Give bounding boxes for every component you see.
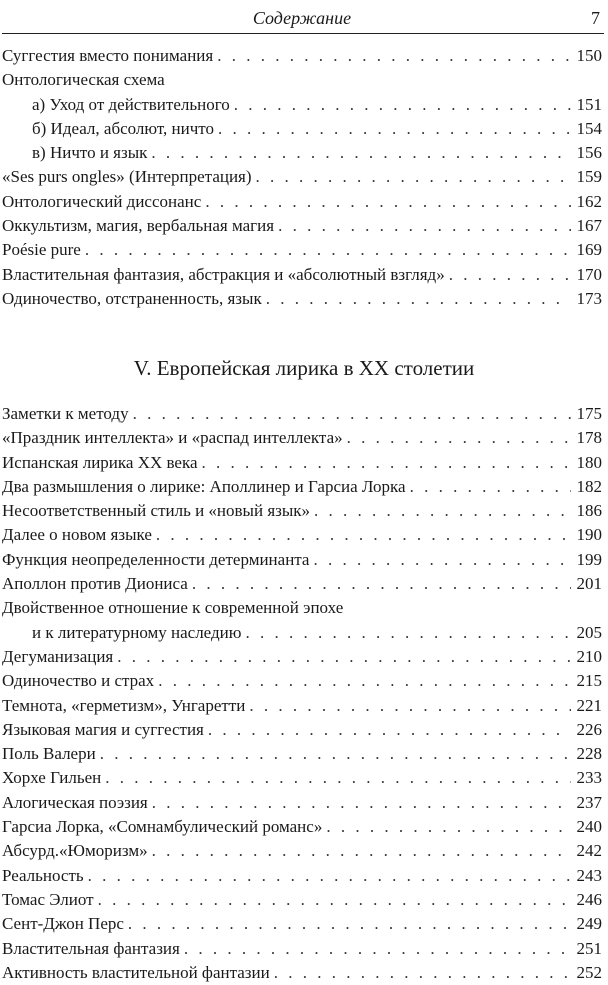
toc-entry <box>2 645 602 669</box>
toc-dot-leader <box>208 718 571 742</box>
toc-entry-page: 182 <box>576 476 602 496</box>
toc-entry-title: Алогическая поэзия <box>2 792 148 812</box>
toc-dot-leader <box>133 402 571 426</box>
toc-list-section <box>2 402 602 985</box>
toc-entry <box>2 791 602 815</box>
toc-dot-leader <box>249 694 570 718</box>
toc-entry-title: Онтологическая схема <box>2 70 165 90</box>
toc-entry-page: 169 <box>576 240 602 260</box>
toc-entry <box>2 426 602 450</box>
toc-entry-title: Поль Валери <box>2 744 96 764</box>
toc-entry-title: Два размышления о лирике: Аполлинер и Гарсиа Лорка <box>2 476 406 496</box>
toc-entry-page: 210 <box>576 646 602 666</box>
toc-dot-leader <box>205 190 570 214</box>
toc-entry-page: 246 <box>576 889 602 909</box>
page-number: 7 <box>591 8 600 28</box>
toc-dot-leader <box>156 523 571 547</box>
toc-entry-title: Властительная фантазия, абстракция и «абсолютный взгляд» <box>2 264 445 284</box>
toc-entry <box>2 523 602 547</box>
toc-entry-title: Активность властительной фантазии <box>2 962 270 982</box>
toc-entry-page: 151 <box>576 94 602 114</box>
toc-entry-title: Одиночество, отстраненность, язык <box>2 288 262 308</box>
toc-entry-page: 226 <box>576 719 602 739</box>
toc-dot-leader <box>347 426 571 450</box>
toc-entry-page: 173 <box>576 288 602 308</box>
toc-entry-page: 233 <box>576 768 602 788</box>
toc-entry <box>2 499 602 523</box>
toc-dot-leader <box>314 499 570 523</box>
toc-entry-page: 190 <box>576 525 602 545</box>
header-rule <box>2 33 604 34</box>
toc-dot-leader <box>217 44 570 68</box>
toc-entry <box>2 451 602 475</box>
toc-entry-title: в) Ничто и язык <box>32 143 148 163</box>
running-head <box>0 6 604 30</box>
toc-entry-page: 170 <box>576 264 602 284</box>
toc-entry-title: Испанская лирика XX века <box>2 452 198 472</box>
toc-entry-title: «Ses purs ongles» (Интерпретация) <box>2 167 252 187</box>
toc-entry <box>2 766 602 790</box>
toc-entry-title: Дегуманизация <box>2 646 114 666</box>
toc-entry-title: Суггестия вместо понимания <box>2 46 214 65</box>
toc-dot-leader <box>152 839 571 863</box>
toc-entry <box>2 669 602 693</box>
toc-entry <box>2 596 602 620</box>
toc-entry-page: 159 <box>576 167 602 187</box>
toc-dot-leader <box>326 815 570 839</box>
toc-entry-page: 242 <box>576 841 602 861</box>
toc-entry <box>2 864 602 888</box>
toc-dot-leader <box>274 961 571 985</box>
toc-entry-title: Несоответственный стиль и «новый язык» <box>2 501 311 521</box>
toc-dot-leader <box>105 766 570 790</box>
toc-entry <box>2 548 602 572</box>
toc-dot-leader <box>410 475 571 499</box>
toc-entry-page: 150 <box>576 46 602 65</box>
running-title: Содержание <box>252 8 352 28</box>
toc-entry <box>2 263 602 287</box>
toc-entry <box>2 190 602 214</box>
toc-entry-title: Темнота, «герметизм», Унгаретти <box>2 695 246 715</box>
toc-entry-page: 167 <box>576 216 602 236</box>
toc-entry-title: Poésie pure <box>2 240 81 260</box>
toc-dot-leader <box>245 621 570 645</box>
toc-dot-leader <box>192 572 571 596</box>
toc-dot-leader <box>117 645 570 669</box>
toc-entry-page: 201 <box>576 574 602 594</box>
toc-entry <box>2 93 602 117</box>
toc-entry-title: Реальность <box>2 865 84 885</box>
toc-entry-title: Аполлон против Диониса <box>2 574 188 594</box>
section-heading: V. Европейская лирика в XX столетии <box>133 356 475 380</box>
toc-entry <box>2 141 602 165</box>
toc-entry <box>2 475 602 499</box>
toc-entry-page: 237 <box>576 792 602 812</box>
toc-entry <box>2 44 602 68</box>
toc-entry <box>2 694 602 718</box>
toc-dot-leader <box>218 117 571 141</box>
toc-entry <box>2 912 602 936</box>
toc-entry-title: б) Идеал, абсолют, ничто <box>32 118 214 138</box>
toc-dot-leader <box>313 548 570 572</box>
toc-dot-leader <box>266 287 571 311</box>
toc-entry-title: Языковая магия и суггестия <box>2 719 204 739</box>
toc-entry-page: 215 <box>576 671 602 691</box>
toc-dot-leader <box>449 263 571 287</box>
toc-entry-title: Гарсиа Лорка, «Сомнамбулический романс» <box>2 817 323 837</box>
toc-entry-title: Оккультизм, магия, вербальная магия <box>2 216 275 236</box>
toc-entry-page: 228 <box>576 744 602 764</box>
toc-entry-title: Хорхе Гильен <box>2 768 102 788</box>
toc-entry <box>2 238 602 262</box>
toc-entry-title: Далее о новом языке <box>2 525 152 545</box>
toc-dot-leader <box>202 451 571 475</box>
toc-entry-page: 199 <box>576 549 602 569</box>
toc-entry-page: 162 <box>576 191 602 211</box>
toc-entry <box>2 165 602 189</box>
toc-dot-leader <box>98 888 571 912</box>
toc-dot-leader <box>85 238 571 262</box>
toc-entry <box>2 937 602 961</box>
toc-dot-leader <box>88 864 571 888</box>
toc-dot-leader <box>100 742 571 766</box>
toc-entry-page: 175 <box>576 404 602 423</box>
toc-entry-page: 186 <box>576 501 602 521</box>
toc-entry <box>2 68 602 92</box>
toc-entry-page: 243 <box>576 865 602 885</box>
toc-dot-leader <box>151 141 570 165</box>
toc-entry-page: 249 <box>576 914 602 934</box>
toc-entry-title: Властительная фантазия <box>2 938 180 958</box>
toc-entry-page: 156 <box>576 143 602 163</box>
toc-entry <box>2 287 602 311</box>
toc-dot-leader <box>128 912 571 936</box>
toc-entry <box>2 839 602 863</box>
toc-list-top <box>2 44 602 311</box>
toc-entry-title: Функция неопределенности детерминанта <box>2 549 310 569</box>
toc-entry-page: 180 <box>576 452 602 472</box>
toc-entry <box>2 117 602 141</box>
toc-dot-leader <box>158 669 570 693</box>
toc-entry-title: и к литературному наследию <box>32 622 242 642</box>
toc-entry-page: 221 <box>576 695 602 715</box>
toc-entry-page: 154 <box>576 118 602 138</box>
toc-entry <box>2 214 602 238</box>
toc-entry-title: Абсурд.«Юморизм» <box>2 841 148 861</box>
toc-entry <box>2 888 602 912</box>
toc-entry-title: Двойственное отношение к современной эпохе <box>2 598 344 618</box>
toc-entry <box>2 718 602 742</box>
toc-entry-title: а) Уход от действительного <box>32 94 230 114</box>
toc-entry <box>2 621 602 645</box>
toc-entry <box>2 961 602 985</box>
toc-dot-leader <box>256 165 571 189</box>
toc-entry <box>2 572 602 596</box>
toc-entry-title: Одиночество и страх <box>2 671 155 691</box>
toc-entry-title: Онтологический диссонанс <box>2 191 202 211</box>
toc-entry-page: 178 <box>576 428 602 448</box>
toc-dot-leader <box>152 791 571 815</box>
toc-entry-page: 240 <box>576 817 602 837</box>
toc-entry <box>2 742 602 766</box>
toc-entry <box>2 815 602 839</box>
toc-entry-title: «Праздник интеллекта» и «распад интеллекта» <box>2 428 343 448</box>
toc-entry-page: 252 <box>576 962 602 982</box>
toc-dot-leader <box>234 93 571 117</box>
toc-entry <box>2 402 602 426</box>
toc-entry-page: 251 <box>576 938 602 958</box>
toc-dot-leader <box>184 937 571 961</box>
toc-dot-leader <box>278 214 570 238</box>
toc-entry-title: Томас Элиот <box>2 889 94 909</box>
toc-entry-title: Сент-Джон Перс <box>2 914 124 934</box>
toc-entry-page: 205 <box>576 622 602 642</box>
toc-entry-title: Заметки к методу <box>2 404 129 423</box>
